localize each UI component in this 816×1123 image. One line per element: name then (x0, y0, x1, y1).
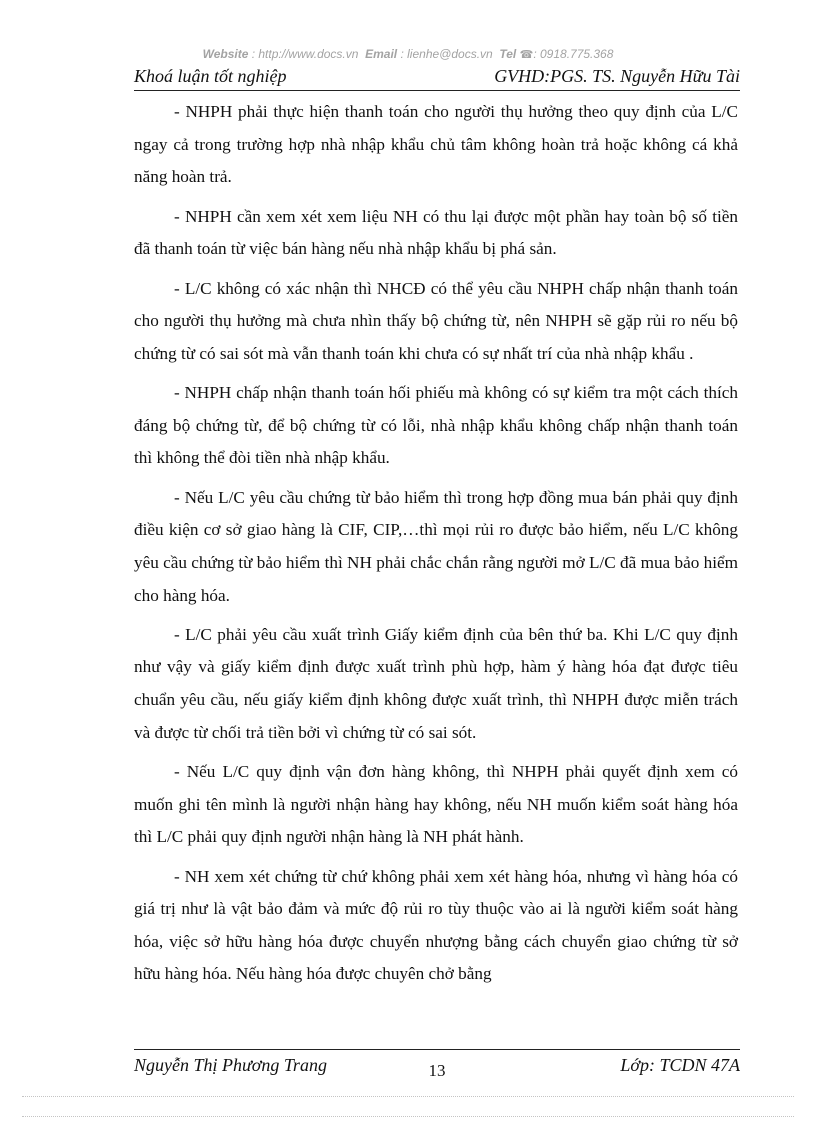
page-footer (134, 1049, 740, 1080)
tel-number: : 0918.775.368 (533, 47, 614, 61)
dotted-divider (22, 1096, 794, 1097)
header-supervisor: GVHD:PGS. TS. Nguyễn Hữu Tài (494, 66, 740, 86)
website-url[interactable]: : http://www.docs.vn (251, 47, 359, 61)
email-label: Email (365, 47, 398, 61)
tel-label: Tel (499, 47, 517, 61)
paragraph: - Nếu L/C yêu cầu chứng từ bảo hiểm thì trong hợp đồng mua bán phải quy định điều kiện cơ sở giao hàng là CIF, CIP,…thì mọi rủi ro được bảo hiểm, nếu L/C không yêu cầu chứng từ bảo hiểm thì NH phải chắc chắn rằng người mở L/C đã mua bảo hiểm cho hàng hóa. (134, 487, 738, 605)
paragraph: - Nếu L/C quy định vận đơn hàng không, thì NHPH phải quyết định xem có muốn ghi tên mình là người nhận hàng hay không, nếu NH muốn kiểm soát hàng hóa thì L/C phải quy định người nhận hàng là NH phát hành. (134, 762, 738, 847)
dotted-divider (22, 1116, 794, 1117)
page-number: 13 (428, 1061, 446, 1080)
website-label: Website (202, 47, 249, 61)
paragraph: - L/C phải yêu cầu xuất trình Giấy kiểm định của bên thứ ba. Khi L/C quy định như vậy và giấy kiểm định được xuất trình phù hợp, hàm ý hàng hóa đạt được tiêu chuẩn yêu cầu, nếu giấy kiểm định không được xuất trình, thì NHPH được miễn trách và được từ chối trả tiền bởi vì chứng từ có sai sót. (134, 624, 738, 742)
header-thesis-title: Khoá luận tốt nghiệp (134, 66, 287, 86)
page-header (134, 66, 740, 91)
phone-icon: ☎ (519, 49, 534, 61)
paragraph: - NHPH phải thực hiện thanh toán cho người thụ hưởng theo quy định của L/C ngay cả trong trường hợp nhà nhập khẩu chủ tâm không hoàn trả hoặc không cá khả năng hoàn trả. (134, 102, 738, 187)
paragraph: - NHPH cần xem xét xem liệu NH có thu lại được một phần hay toàn bộ số tiền đã thanh toán từ việc bán hàng nếu nhà nhập khẩu bị phá sản. (134, 206, 738, 259)
site-banner (0, 47, 816, 61)
footer-author: Nguyễn Thị Phương Trang (134, 1055, 327, 1075)
document-body (134, 96, 738, 998)
paragraph: - L/C không có xác nhận thì NHCĐ có thể yêu cầu NHPH chấp nhận thanh toán cho người thụ hưởng mà chưa nhìn thấy bộ chứng từ, nên NHPH sẽ gặp rủi ro nếu bộ chứng từ có sai sót mà vẫn thanh toán khi chưa có sự nhất trí của nhà nhập khẩu . (134, 278, 738, 363)
email-address[interactable]: : lienhe@docs.vn (400, 47, 493, 61)
paragraph: - NH xem xét chứng từ chứ không phải xem xét hàng hóa, nhưng vì hàng hóa có giá trị như là vật bảo đảm và mức độ rủi ro tùy thuộc vào ai là người kiểm soát hàng hóa, việc sở hữu hàng hóa được chuyển nhượng bằng cách chuyển giao chứng từ sở hữu hàng hóa. Nếu hàng hóa được chuyên chở bằng (134, 866, 738, 984)
paragraph: - NHPH chấp nhận thanh toán hối phiếu mà không có sự kiểm tra một cách thích đáng bộ chứng từ, để bộ chứng từ có lỗi, nhà nhập khẩu không chấp nhận thanh toán thì không thể đòi tiền nhà nhập khẩu. (134, 383, 738, 468)
footer-class: Lớp: TCDN 47A (620, 1055, 740, 1075)
